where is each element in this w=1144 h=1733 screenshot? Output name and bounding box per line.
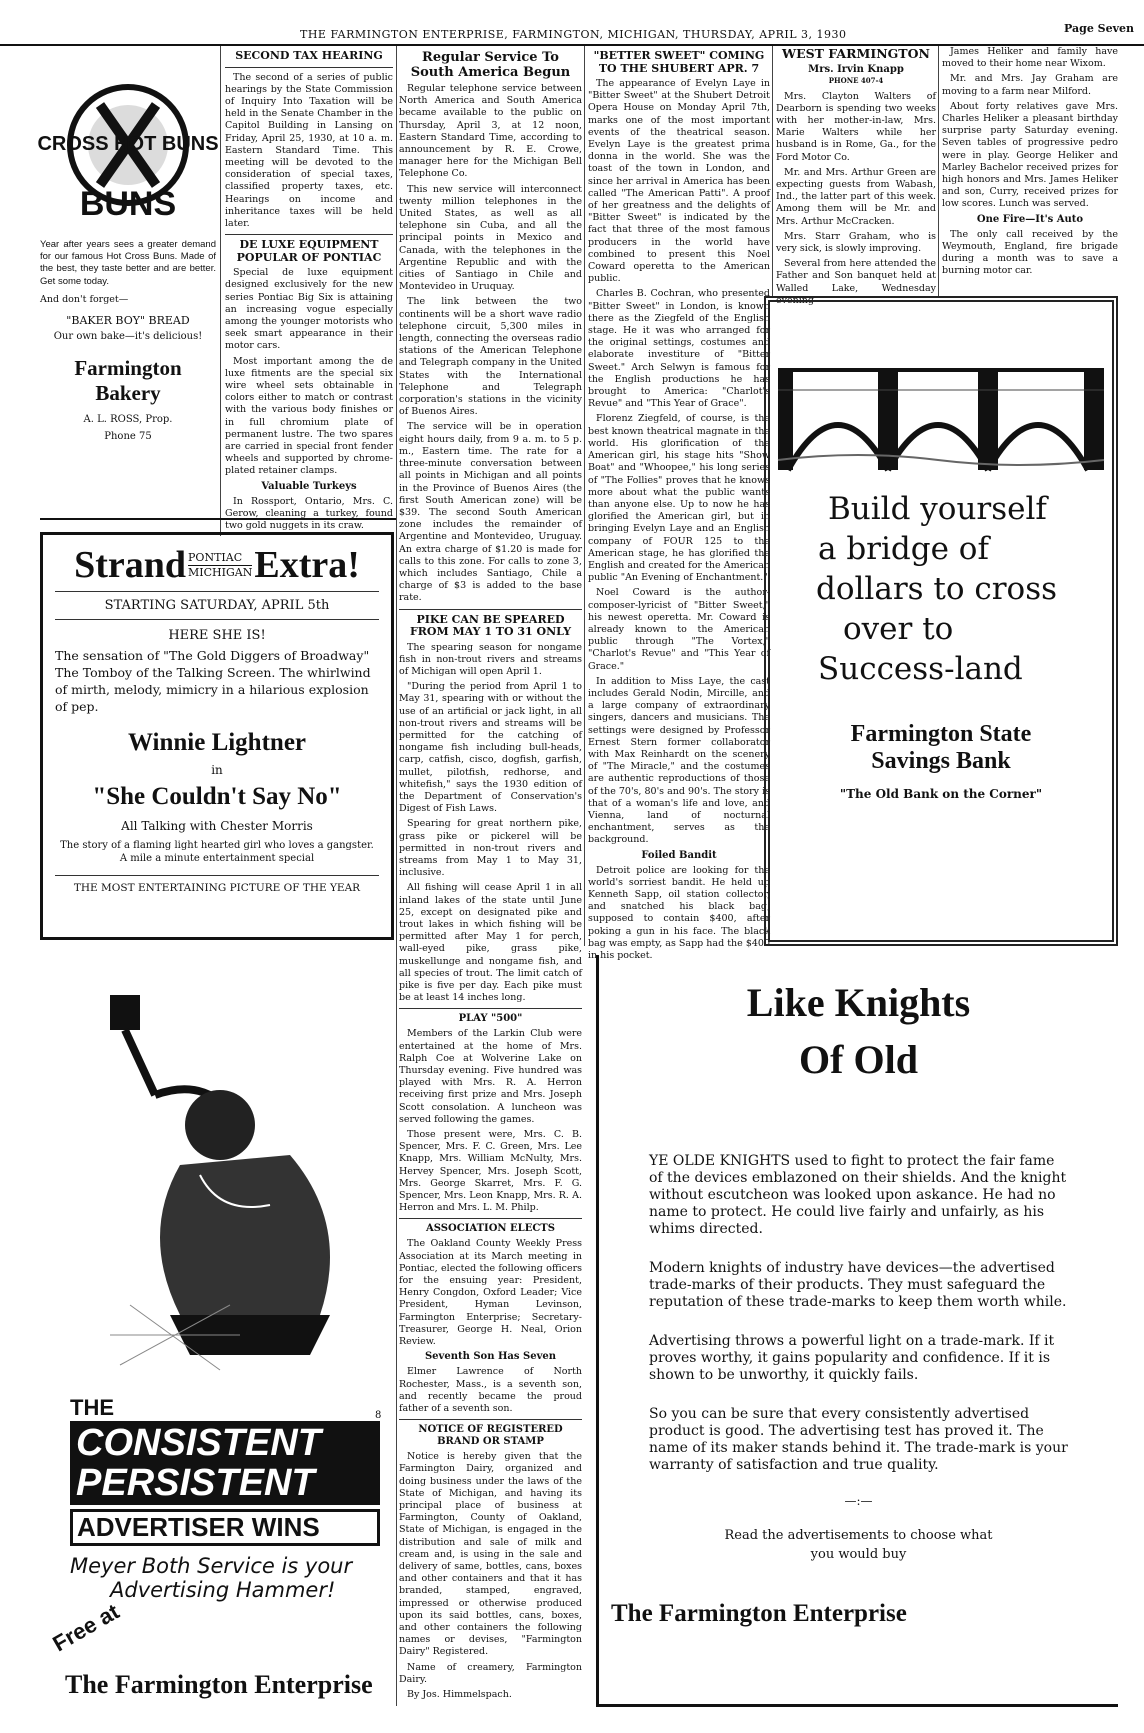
article-heading: Foiled Bandit xyxy=(641,849,717,861)
bakery-ad xyxy=(37,50,219,510)
masthead-bar xyxy=(0,0,1144,41)
svg-text:BUNS: BUNS xyxy=(79,185,177,223)
column-rule xyxy=(584,46,585,946)
article-paragraph: Mrs. Clayton Walters of Dearborn is spending two weeks with her mother-in-law, Mrs. Marie Walters while her husband is in Rome, Ga., for the Ford Motor Co. xyxy=(776,90,936,163)
knights-ad xyxy=(596,955,1118,1707)
blacksmith-illustration xyxy=(70,975,370,1395)
article-paragraph: Mr. and Mrs. Jay Graham are moving to a farm near Milford. xyxy=(942,73,1118,97)
article-paragraph: In addition to Miss Laye, the cast includes Gerald Nodin, Mircille, and a large company of extraordinary singers, dancers and musicians. The settings were designed by Professor Ernest Stern former collaborator with Max Reinhardt on the scenery of "The Miracle," and the costumes are authentic reproductions of those of the 70's, 80's and 90's. The story is that of a woman's life and love, and Vienna, land of nocturnal enchantment, serves as the background. xyxy=(588,675,770,846)
bakery-proprietor: A. L. ROSS, Prop. xyxy=(83,414,173,426)
bank-line-1: Build yourself xyxy=(828,491,1047,527)
meyer-service-2: Advertising Hammer! xyxy=(110,1578,336,1602)
knights-paragraph: Modern knights of industry have devices—the advertised trade-marks of their products. They must safeguard the reputation of these trade-marks to keep them worth while. xyxy=(649,1260,1067,1310)
article-paragraph: Members of the Larkin Club were entertained at the home of Mrs. Ralph Coe at Wolverine Lake on Thursday evening. Five hundred was played with Mrs. R. A. Herron receiving first prize and Mrs. Joseph Scott consolation. A luncheon was served following the games. xyxy=(399,1028,582,1125)
divider xyxy=(399,1419,582,1420)
article-paragraph: Elmer Lawrence of North Rochester, Mass., is a seventh son, and recently became the proud father of a seventh son. xyxy=(399,1366,582,1414)
bakery-bread: "BAKER BOY" BREAD xyxy=(66,314,190,328)
logo-text: CROSS HOT BUNS xyxy=(37,133,219,155)
article-paragraph: Notice is hereby given that the Farmington Dairy, organized and doing business under the laws of the State of Michigan, and having its principal place of business at Farmington, County of Oakland, State of Michigan, is engaged in the distribution and sale of milk and cream and, is using in the sale and delivery of same, bottles, cans, boxes and other containers and that it has branded, stamped, engraved, impressed or otherwise produced upon its said bottles, cans, boxes, and other containers the following names or devises, "Farmington Dairy" Registered. xyxy=(399,1451,582,1658)
article-paragraph: The link between the two continents will be a short wave radio telephone circuit, 5,300 miles in length, connecting the overseas radio stations of the American Telephone and Telegraph company in the United States with the International Telephone and Telegraph corporation's stations in the vicinity of Buenos Aires. xyxy=(399,296,582,418)
bank-name-1: Farmington State xyxy=(850,721,1032,747)
article-paragraph: Mrs. Starr Graham, who is very sick, is slowly improving. xyxy=(776,230,936,254)
meyer-service-1: Meyer Both Service is your xyxy=(70,1554,353,1578)
article-paragraph: Several from here attended the Father and Son banquet held at Walled Lake, Wednesday evening xyxy=(776,258,936,306)
divider xyxy=(399,609,582,610)
article-paragraph: Florenz Ziegfeld, of course, is the best known theatrical magnate in the world. His glorification of the American girl, his stage hits "Show Boat" and "Whoopee," his long series of "The Follies" proves that he knows more about what the public wants than anyone else. Up to now he has glorified the American girl, but in bringing Evelyn Laye and an English company of FOUR 125 to the American stage, he has glorified the English and created for the American public "An Evening of Enchantment." xyxy=(588,413,770,584)
bank-line-2: a bridge of xyxy=(818,531,989,567)
meyer-both-ad xyxy=(40,955,394,1710)
bank-tagline: "The Old Bank on the Corner" xyxy=(839,787,1043,801)
article-paragraph: Noel Coward is the author-composer-lyricist of "Bitter Sweet," his newest operetta. Mr. Coward is already known to the American public through "The Vortex," "Charlot's Revue" and "This Year of Grace." xyxy=(588,587,770,672)
knights-read-1: Read the advertisements to choose what xyxy=(724,1528,993,1543)
meyer-paper: The Farmington Enterprise xyxy=(65,1670,373,1699)
bank-line-4: over to xyxy=(843,611,954,647)
divider xyxy=(55,619,379,620)
strand-extra: Extra! xyxy=(254,544,360,586)
bridge-illustration xyxy=(778,310,1104,485)
divider xyxy=(55,875,379,876)
divider xyxy=(225,234,393,235)
column-3 xyxy=(399,48,582,1703)
bank-ad xyxy=(764,296,1118,946)
article-paragraph: The service will be in operation eight hours daily, from 9 a. m. to 5 p. m., Eastern time. The rate for a three-minute conversation between all points in Michigan and all points in the Province of Buenos Aires (the first South American zone) will be $39. The second South American zone includes the remainder of Argentine and Montevideo, Uruguay. An extra charge of $1.20 is made for calls to this zone. For calls to zone 3, which includes Santiago, Chile a charge of $3 is added to the base rate. xyxy=(399,421,582,604)
article-paragraph: Regular telephone service between North America and South America became available to the public on Thursday, April 3, at 12 noon, Eastern Standard Time, according to announcement by R. E. Crowe, manager here for the Michigan Bell Telephone Co. xyxy=(399,83,582,180)
article-paragraph: The Oakland County Weekly Press Association at its March meeting in Pontiac, elected the following officers for the ensuing year: President, Henry Congdon, Oxford Leader; Vice President, Hyman Levinson, Farmington Enterprise; Secretary-Treasurer, George H. Neal, Orion Review. xyxy=(399,1238,582,1348)
knights-paragraph: So you can be sure that every consistently advertised product is good. The advertising test has proved it. The name of its maker stands behind it. The trade-mark is your warranty of satisfaction and true quality. xyxy=(649,1406,1068,1473)
strand-story: The story of a flaming light hearted girl who loves a gangster. A mile a minute entertainment special xyxy=(60,840,374,864)
article-heading: ASSOCIATION ELECTS xyxy=(426,1223,555,1235)
knights-paragraph: Advertising throws a powerful light on a trade-mark. If it proves worthy, it gains popularity and confidence. If it is shown to be unworthy, it quickly fails. xyxy=(649,1333,1055,1383)
article-heading: NOTICE OF REGISTERED BRAND OR STAMP xyxy=(418,1424,563,1448)
divider xyxy=(399,1008,582,1009)
bakery-body: Year after years sees a greater demand for our famous Hot Cross Buns. Made of the best, they taste better and are better. Get some today. xyxy=(40,239,216,287)
bank-headline xyxy=(778,489,1104,689)
strand-name: Strand xyxy=(74,544,187,586)
knights-paragraph: YE OLDE KNIGHTS used to fight to protect the fair fame of the devices emblazoned on their shields. And the knight without escutcheon was looked upon askance. He had no name to protect. He could live fairly and unfairly, as his whims directed. xyxy=(649,1153,1067,1237)
article-paragraph: Spearing for great northern pike, grass pike or pickerel will be permitted in non-trout rivers and streams from May 1 to May 31, inclusive. xyxy=(399,818,582,879)
strand-star: Winnie Lightner xyxy=(127,729,307,756)
article-paragraph: All fishing will cease April 1 in all inland lakes of the state until June 25, except on designated pike and trout lakes in which fishing will be permitted after May 1 for perch, wall-eyed pike, grass pike, muskellunge and nongame fish, and all species of trout. The limit catch of pike is five per day. Each pike must be at least 14 inches long. xyxy=(399,882,582,1004)
strand-description: The sensation of "The Gold Diggers of Broadway" The Tomboy of the Talking Screen. The whirlwind of mirth, melody, mimicry in a hilarious explosion of pep. xyxy=(55,648,371,714)
meyer-text xyxy=(70,1395,380,1602)
meyer-number: 8 xyxy=(375,1410,382,1421)
byline-phone: PHONE 407-4 xyxy=(828,75,884,85)
bank-line-5: Success-land xyxy=(818,651,1023,687)
bakery-tagline: Our own bake—it's delicious! xyxy=(53,331,203,343)
strand-header xyxy=(55,543,379,587)
article-paragraph: Charles B. Cochran, who presented "Bitter Sweet" in London, is known there as the Ziegfeld of the English stage. He it was who arranged for the original settings, costumes and elaborate investiture of "Bitter Sweet." Arch Selwyn is famous for the English productions he has brought to America: "Charlot's Revue" and "This Year of Grace". xyxy=(588,288,770,410)
article-paragraph: About forty relatives gave Mrs. Charles Heliker a pleasant birthday surprise party Saturday evening. Seven tables of progressive pedro were in play. George Heliker and Marley Bachelor received prizes for high honors and Mrs. James Heliker and son, Curry, received prizes for low scores. Lunch was served. xyxy=(942,100,1118,210)
knights-separator: —:— xyxy=(844,1494,873,1508)
article-paragraph: Mr. and Mrs. Arthur Green are expecting guests from Wabash, Ind., the latter part of this week. Among them will be Mr. and Mrs. Arthur McCracken. xyxy=(776,166,936,227)
column-rule xyxy=(772,46,773,296)
article-paragraph: In Rossport, Ontario, Mrs. C. Gerow, cleaning a turkey, found two gold nuggets in its craw. xyxy=(225,495,393,531)
article-paragraph: By Jos. Himmelspach. xyxy=(407,1688,512,1700)
bank-line-3: dollars to cross xyxy=(816,571,1058,607)
meyer-consistent: CONSISTENT xyxy=(76,1422,321,1464)
bakery-phone: Phone 75 xyxy=(104,431,152,443)
knights-title-1: Like Knights xyxy=(746,980,971,1025)
column-rule xyxy=(938,46,939,296)
article-paragraph: The second of a series of public hearings by the State Commission of Inquiry Into Taxation will be held in the Senate Chamber in the Capitol Building in Lansing on Friday, April 25, 1930, at 10 a. m. Eastern Standard Time. This meeting will be devoted to the consideration of special taxes, classified property taxes, etc. Hearings on income and inheritance taxes will be held later. xyxy=(225,71,393,229)
meyer-the: THE xyxy=(70,1395,114,1420)
article-heading: "BETTER SWEET" COMING TO THE SHUBERT APR. 7 xyxy=(593,49,765,75)
column-rule xyxy=(220,46,221,536)
article-heading: Valuable Turkeys xyxy=(261,480,357,492)
article-paragraph: This new service will interconnect twenty million telephones in the United States, as well as all telephone sin Cuba, and all the principal points in Mexico and Canada, with the telephones in the Argentine Republic and with the cities of Santiago in Chile and Montevideo in Uruquay. xyxy=(399,183,582,293)
hot-cross-buns-logo xyxy=(37,50,219,235)
article-paragraph: Detroit police are looking for the world's sorriest bandit. He held up Kenneth Sapp, oil station collector, and snatched his black bag, supposed to contain $400, after poking a gun in his face. The black bag was empty, as Sapp had the $400 in his pocket. xyxy=(588,864,770,962)
meyer-wins: ADVERTISER WINS xyxy=(70,1509,380,1546)
column-2 xyxy=(225,48,393,531)
byline: Mrs. Irvin Knapp xyxy=(808,63,904,75)
bakery-name-2: Bakery xyxy=(95,381,161,406)
article-heading: Regular Service To South America Begun xyxy=(410,50,571,80)
column-4 xyxy=(588,48,770,962)
knights-title-2: Of Old xyxy=(799,1037,918,1082)
meyer-persistent: PERSISTENT xyxy=(76,1462,315,1504)
page-number: Page Seven xyxy=(1064,22,1134,35)
divider xyxy=(225,67,393,68)
article-heading: Seventh Son Has Seven xyxy=(424,1351,557,1363)
article-paragraph: Those present were, Mrs. C. B. Spencer, Mrs. F. C. Green, Mrs. Lee Knapp, Mrs. William McNulty, Mrs. Hervey Spencer, Mrs. Joseph Scott, Mrs. George Skarret, Mrs. F. G. Spencer, Mrs. Leon Knapp, Mrs. R. A. Herron and Mrs. L. M. Philp. xyxy=(399,1129,582,1214)
column-6 xyxy=(942,46,1118,296)
strand-city: PONTIAC xyxy=(188,551,252,566)
strand-tagline: THE MOST ENTERTAINING PICTURE OF THE YEAR xyxy=(73,882,361,894)
article-paragraph: The spearing season for nongame fish in non-trout rivers and streams of Michigan will open April 1. xyxy=(399,641,582,677)
divider xyxy=(55,591,379,592)
article-paragraph: James Heliker and family have moved to their home near Wixom. xyxy=(942,46,1118,70)
article-paragraph: Name of creamery, Farmington Dairy. xyxy=(399,1661,582,1685)
strand-here: HERE SHE IS! xyxy=(168,628,266,643)
bakery-name-1: Farmington xyxy=(74,356,182,381)
article-paragraph: The only call received by the Weymouth, England, fire brigade during a month was to save a burning motor car. xyxy=(942,228,1118,277)
article-heading: PLAY "500" xyxy=(458,1013,523,1025)
strand-film-title: "She Couldn't Say No" xyxy=(92,783,342,810)
masthead: THE FARMINGTON ENTERPRISE, FARMINGTON, MICHIGAN, THURSDAY, APRIL 3, 1930 xyxy=(300,28,847,41)
article-heading: One Fire—It's Auto xyxy=(976,213,1084,225)
article-heading: PIKE CAN BE SPEARED FROM MAY 1 TO 31 ONLY xyxy=(409,612,572,639)
article-heading: DE LUXE EQUIPMENT POPULAR OF PONTIAC xyxy=(236,238,382,264)
section-heading: WEST FARMINGTON xyxy=(782,46,930,61)
meyer-free: Free at xyxy=(48,1598,124,1657)
article-paragraph: The appearance of Evelyn Laye in "Bitter Sweet" at the Shubert Detroit Opera House on Monday April 7th, marks one of the most important events of the theatrical season. Evelyn Laye is the greatest prima donna in the world. She was the toast of the town in London, and since her arrival in America has been called "The American Patti". A proof of her greatness and the delights of "Bitter Sweet" is indicated by the fact that three of the most famous producers in the world have combined to present this Noel Coward operetta to the American public. xyxy=(588,78,770,285)
meyer-banner xyxy=(70,1421,380,1505)
strand-state: MICHIGAN xyxy=(188,565,253,579)
bank-name-2: Savings Bank xyxy=(871,748,1011,774)
divider xyxy=(399,1218,582,1219)
article-paragraph: Special de luxe equipment designed exclusively for the new series Pontiac Big Six is attaining an increasing vogue especially among the younger motorists who seek smart appearance in their motor cars. xyxy=(225,267,393,352)
strand-theatre-ad xyxy=(40,532,394,940)
column-rule xyxy=(396,46,397,1706)
article-paragraph: Most important among the de luxe fitments are the special six wire wheel sets obtainable in colors either to match or contrast with the various body finishes or in full chromium plate of permanent lustre. The two spares are carried in special front fender wheels and supported by chrome-plated retainer clamps. xyxy=(225,355,393,477)
strand-in: in xyxy=(211,763,223,777)
bakery-reminder: And don't forget— xyxy=(40,293,129,305)
strand-location xyxy=(188,551,252,580)
article-heading: SECOND TAX HEARING xyxy=(235,49,383,62)
strand-cast: All Talking with Chester Morris xyxy=(121,819,313,833)
strand-starting: STARTING SATURDAY, APRIL 5th xyxy=(104,598,330,613)
column-5 xyxy=(776,46,936,306)
knights-paper: The Farmington Enterprise xyxy=(611,1600,907,1627)
knights-read-2: you would buy xyxy=(810,1547,907,1562)
article-paragraph: "During the period from April 1 to May 31, spearing with or without the use of an artificial or jack light, in all non-trout rivers and streams will be permitted for the catching of nongame fish including bull-heads, carp, catfish, cisco, dogfish, garfish, mullet, pilotfish, redhorse, and whitefish," says the 1930 edition of the Department of Conservation's Digest of Fish Laws. xyxy=(399,681,582,815)
